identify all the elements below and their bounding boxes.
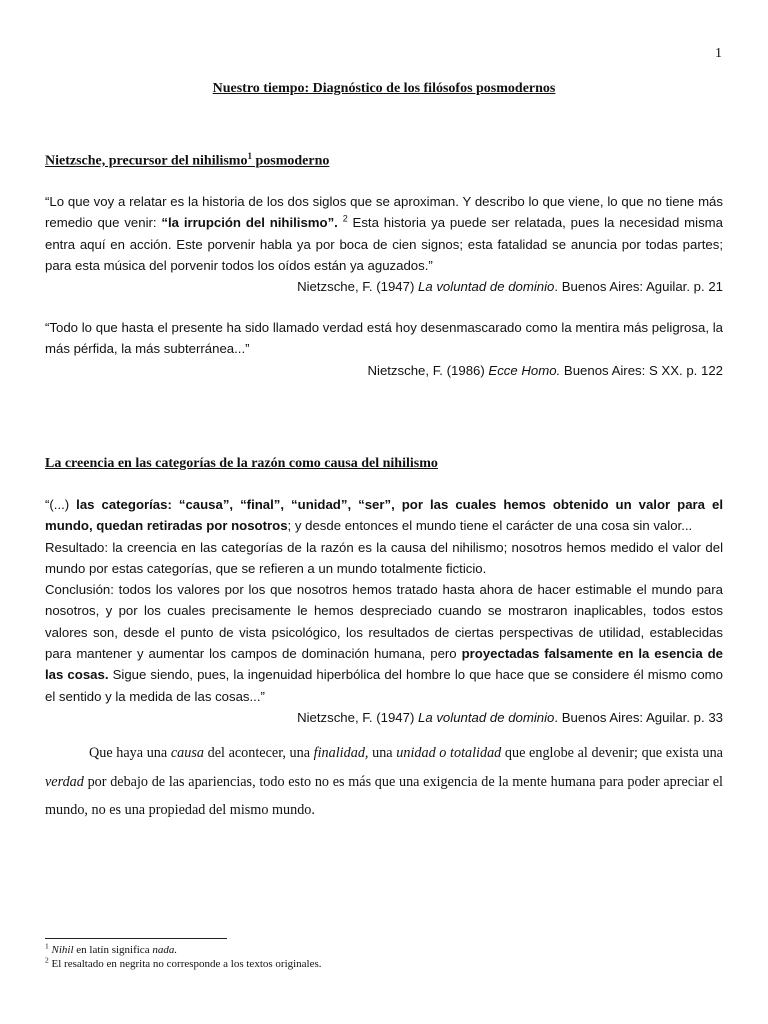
quote-part: ; y desde entonces el mundo tiene el carácter de una cosa sin valor...	[287, 518, 693, 534]
citation-details: . Buenos Aires: Aguilar. p. 33	[554, 709, 723, 725]
citation-title: La voluntad de dominio	[418, 279, 555, 295]
body-paragraph	[45, 739, 723, 825]
paragraph-italic: unidad o totalidad	[396, 745, 502, 761]
quote-part: Esta historia ya puede ser relatada, pues la necesidad misma entra aquí en acción. Este porvenir habla ya por boca de cien signos; esta fatalidad se anuncia por todas partes; para esta música del porvenir todos los oídos están ya aguzados.”	[45, 215, 723, 273]
citation-title: La voluntad de dominio	[418, 709, 555, 725]
quote-text	[45, 494, 723, 537]
quote-bold: las categorías: “causa”, “final”, “unidad”, “ser”, por las cuales hemos obtenido un valor para el mundo, quedan retiradas por nosotros	[45, 497, 723, 534]
quote-text	[45, 191, 723, 276]
citation-author: Nietzsche, F. (1947)	[297, 279, 418, 295]
quote-part: “Lo que voy a relatar es la historia de los dos siglos que se aproximan. Y describo lo que viene, lo que no tiene más remedio que venir:	[45, 194, 723, 231]
citation-details: . Buenos Aires: Aguilar. p. 21	[554, 279, 723, 295]
footnote-italic: nada.	[152, 944, 178, 956]
quote-conclusion	[45, 579, 723, 707]
quote-bold: proyectadas falsamente en la esencia de las cosas.	[45, 646, 723, 683]
paragraph-text: que englobe al devenir; que exista una	[501, 745, 723, 761]
heading-text: Nietzsche, precursor del nihilismo	[45, 153, 248, 169]
heading-text-end: posmoderno	[251, 153, 330, 169]
footnote-1	[45, 943, 723, 957]
citation-details: Buenos Aires: S XX. p. 122	[560, 362, 723, 378]
quote-block-2	[45, 317, 723, 381]
citation-author: Nietzsche, F. (1947)	[297, 709, 418, 725]
citation-author: Nietzsche, F. (1986)	[367, 362, 489, 378]
paragraph-italic: finalidad,	[313, 745, 369, 761]
footnote-ref-2[interactable]: 2	[342, 213, 348, 224]
paragraph-italic: causa	[170, 745, 204, 761]
quote-resultado: Resultado: la creencia en las categorías de la razón es la causa del nihilismo; nosotros hemos medido el valor del mundo por estas categorías, que se refieren a un mundo totalmente ficticio.	[45, 539, 723, 576]
footnote-ref-1[interactable]: 1	[247, 151, 252, 161]
quote-part: Sigue siendo, pues, la ingenuidad hiperbólica del hombre lo que hace que se considere él mismo como el sentido y la medida de las cosas...”	[45, 667, 723, 704]
paragraph-text: una	[368, 745, 397, 761]
quote-block-1	[45, 191, 723, 297]
page-number: 1	[715, 46, 722, 61]
quote-bold: “la irrupción del nihilismo”.	[161, 215, 338, 231]
section-heading-categorias: La creencia en las categorías de la razón como causa del nihilismo	[45, 456, 438, 471]
paragraph-text: por debajo de las apariencias, todo esto no es más que una exigencia de la mente humana para poder apreciar el mundo, no es una propiedad del mismo mundo.	[45, 773, 723, 818]
section-heading-nietzsche	[45, 151, 329, 170]
paragraph-text: del acontecer, una	[203, 745, 314, 761]
footnote-2	[45, 957, 723, 971]
citation	[45, 360, 723, 381]
footnote-text: en latín significa	[73, 944, 153, 956]
quote-block-3	[45, 494, 723, 728]
document-title: Nuestro tiempo: Diagnóstico de los filósofos posmodernos	[212, 81, 556, 96]
quote-text: “Todo lo que hasta el presente ha sido llamado verdad está hoy desenmascarado como la mentira más peligrosa, la más pérfida, la más subterránea...”	[45, 320, 723, 357]
footnotes	[45, 943, 723, 971]
paragraph-text: Que haya una	[89, 745, 171, 761]
citation-title: Ecce Homo.	[488, 362, 561, 378]
footnote-separator	[45, 938, 227, 939]
quote-part: Conclusión: todos los valores por los que nosotros hemos tratado hasta ahora de hacer estimable el mundo para nosotros, y por los cuales precisamente le hemos despreciado cuando se mostraron inaplicables, todos estos valores son, desde el punto de vista psicológico, los resultados de ciertas perspectivas de utilidad, establecidas para mantener y aumentar los campos de dominación humana, pero	[45, 582, 723, 662]
footnote-italic: Nihil	[51, 944, 74, 956]
footnote-number: 2	[45, 955, 49, 965]
paragraph-italic: verdad	[45, 773, 84, 790]
footnote-number: 1	[45, 941, 49, 951]
citation	[45, 707, 723, 728]
quote-part: “(...)	[45, 497, 77, 512]
footnote-text: El resaltado en negrita no corresponde a los textos originales.	[48, 958, 322, 970]
citation	[45, 276, 723, 297]
